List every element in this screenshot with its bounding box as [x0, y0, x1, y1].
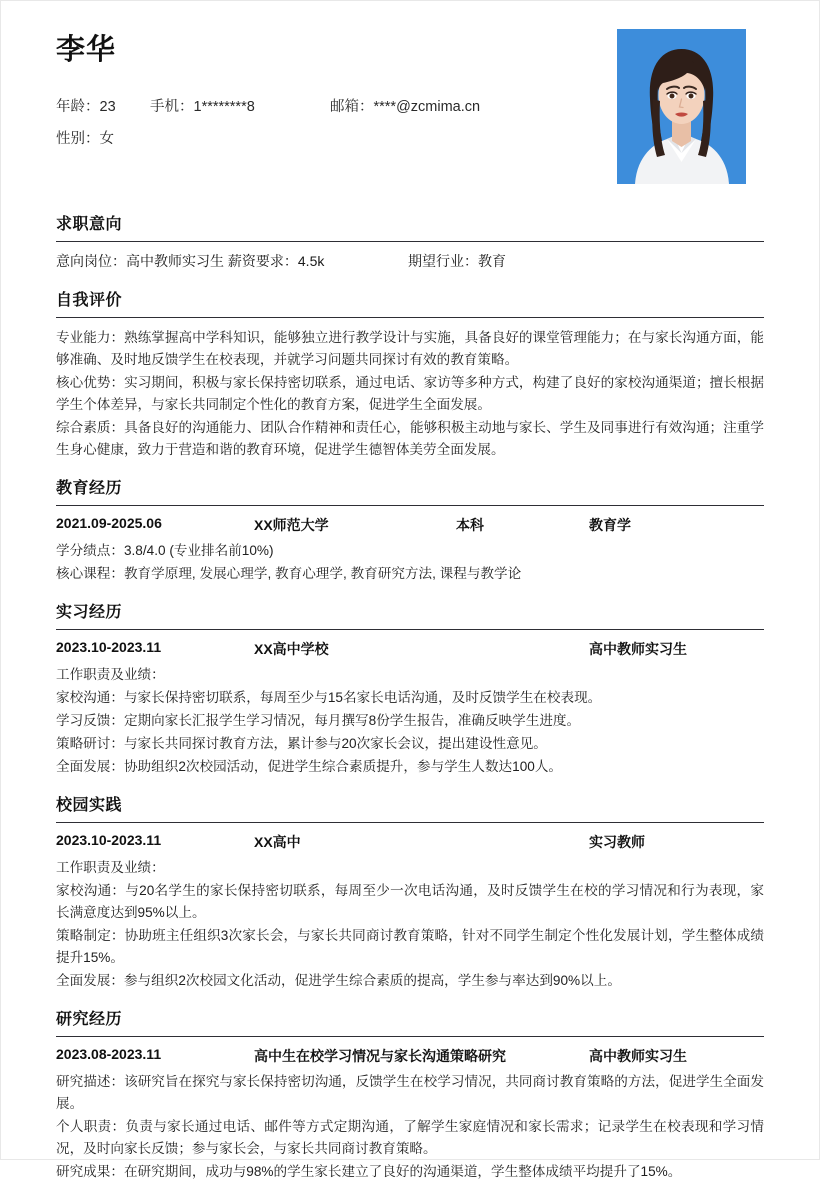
education-entry-header: [56, 515, 764, 537]
research-bullet: 个人职责：负责与家长通过电话、邮件等方式定期沟通，了解学生家庭情况和家长需求；记录学生在校表现和学习情况，及时向家长反馈；参与家长会，与家长共同商讨教育策略。: [56, 1119, 764, 1157]
photo-illustration: [617, 29, 746, 184]
section-internship: [1, 599, 819, 778]
section-divider: [56, 505, 764, 506]
research-date: 2023.08-2023.11: [56, 1046, 162, 1063]
education-school: XX师范大学: [254, 517, 329, 534]
job-intent-industry: 期望行业：教育: [408, 253, 506, 269]
research-topic: 高中生在校学习情况与家长沟通策略研究: [254, 1048, 506, 1065]
section-divider: [56, 629, 764, 630]
campus-practice-entry-header: [56, 832, 764, 854]
section-title-job-intent: 求职意向: [56, 216, 123, 233]
internship-entry-header: [56, 639, 764, 661]
internship-bullet: 家校沟通：与家长保持密切联系，每周至少与15名家长电话沟通，及时反馈学生在校表现。: [56, 690, 602, 706]
education-degree: 本科: [456, 517, 484, 534]
section-title-campus-practice: 校园实践: [56, 797, 123, 815]
research-bullet: 研究成果：在研究期间，成功与98%的学生家长建立了良好的沟通渠道，学生整体成绩平均提升了15%。: [56, 1164, 682, 1180]
internship-bullet: 学习反馈：定期向家长汇报学生学习情况，每月撰写8份学生报告，准确反映学生进度。: [56, 713, 581, 729]
age-value: 23: [99, 98, 116, 115]
email-label: 邮箱：: [330, 98, 374, 115]
campus-practice-lead: 工作职责及业绩：: [56, 860, 165, 876]
self-eval-paragraph: 综合素质：具备良好的沟通能力、团队合作精神和责任心，能够积极主动地与家长、学生及同事进行有效沟通；注重学生身心健康，致力于营造和谐的教育环境，促进学生德智体美劳全面发展。: [56, 420, 764, 458]
internship-date: 2023.10-2023.11: [56, 639, 162, 656]
section-divider: [56, 317, 764, 318]
phone-value: 1********8: [193, 98, 255, 115]
campus-practice-role: 实习教师: [589, 834, 645, 851]
email-field: [330, 95, 480, 116]
candidate-name: 李华: [56, 34, 117, 66]
section-research: [1, 1006, 819, 1183]
internship-org: XX高中学校: [254, 641, 329, 658]
self-eval-paragraph: 专业能力：熟练掌握高中学科知识，能够独立进行教学设计与实施，具备良好的课堂管理能力；在与家长沟通方面，能够准确、及时地反馈学生在校表现，并就学习问题共同探讨有效的教育策略。: [56, 330, 764, 368]
research-entry-header: [56, 1046, 764, 1068]
campus-practice-org: XX高中: [254, 834, 301, 851]
section-divider: [56, 822, 764, 823]
internship-role: 高中教师实习生: [589, 641, 687, 658]
gender-label: 性别：: [56, 130, 100, 147]
candidate-photo: [617, 29, 746, 184]
phone-label: 手机：: [150, 98, 194, 115]
section-title-internship: 实习经历: [56, 604, 123, 622]
section-title-research: 研究经历: [56, 1011, 123, 1029]
education-detail: 核心课程：教育学原理, 发展心理学, 教育心理学, 教育研究方法, 课程与教学论: [56, 566, 522, 582]
research-bullet: 研究描述：该研究旨在探究与家长保持密切沟通，反馈学生在校学习情况，共同商讨教育策略的方法，促进学生全面发展。: [56, 1074, 764, 1112]
gender-field: [56, 127, 114, 148]
internship-lead: 工作职责及业绩：: [56, 667, 165, 683]
section-education: [1, 475, 819, 585]
research-role: 高中教师实习生: [589, 1048, 687, 1065]
campus-practice-bullet: 全面发展：参与组织2次校园文化活动，促进学生综合素质的提高，学生参与率达到90%以上。: [56, 973, 621, 989]
internship-bullet: 全面发展：协助组织2次校园活动，促进学生综合素质提升，参与学生人数达100人。: [56, 759, 563, 775]
section-job-intent: [1, 211, 819, 273]
section-self-evaluation: [1, 287, 819, 461]
section-title-education: 教育经历: [56, 480, 123, 498]
age-label: 年龄：: [56, 98, 100, 115]
education-date: 2021.09-2025.06: [56, 515, 162, 532]
section-campus-practice: [1, 792, 819, 992]
internship-bullet: 策略研讨：与家长共同探讨教育方法，累计参与20次家长会议，提出建设性意见。: [56, 736, 547, 752]
email-value: ****@zcmima.cn: [373, 98, 481, 115]
section-divider: [56, 1036, 764, 1037]
gender-value: 女: [99, 130, 114, 147]
section-divider: [56, 241, 764, 242]
campus-practice-date: 2023.10-2023.11: [56, 832, 162, 849]
campus-practice-bullet: 策略制定：协助班主任组织3次家长会，与家长共同商讨教育策略，针对不同学生制定个性化发展计划，学生整体成绩提升15%。: [56, 928, 764, 966]
phone-field: [150, 95, 330, 116]
job-intent-position: 意向岗位：高中教师实习生 薪资要求：4.5k: [56, 253, 325, 269]
section-title-self-evaluation: 自我评价: [56, 292, 123, 309]
education-detail: 学分绩点：3.8/4.0 (专业排名前10%): [56, 543, 274, 559]
age-field: [56, 95, 150, 116]
job-intent-row: [56, 251, 764, 273]
campus-practice-bullet: 家校沟通：与20名学生的家长保持密切联系，每周至少一次电话沟通，及时反馈学生在校的学习情况和行为表现，家长满意度达到95%以上。: [56, 883, 764, 921]
resume-header: [1, 1, 819, 197]
education-major: 教育学: [589, 517, 631, 534]
self-eval-paragraph: 核心优势：实习期间，积极与家长保持密切联系，通过电话、家访等多种方式，构建了良好的家校沟通渠道；擅长根据学生个体差异，与家长共同制定个性化的教育方案，促进学生全面发展。: [56, 375, 764, 413]
